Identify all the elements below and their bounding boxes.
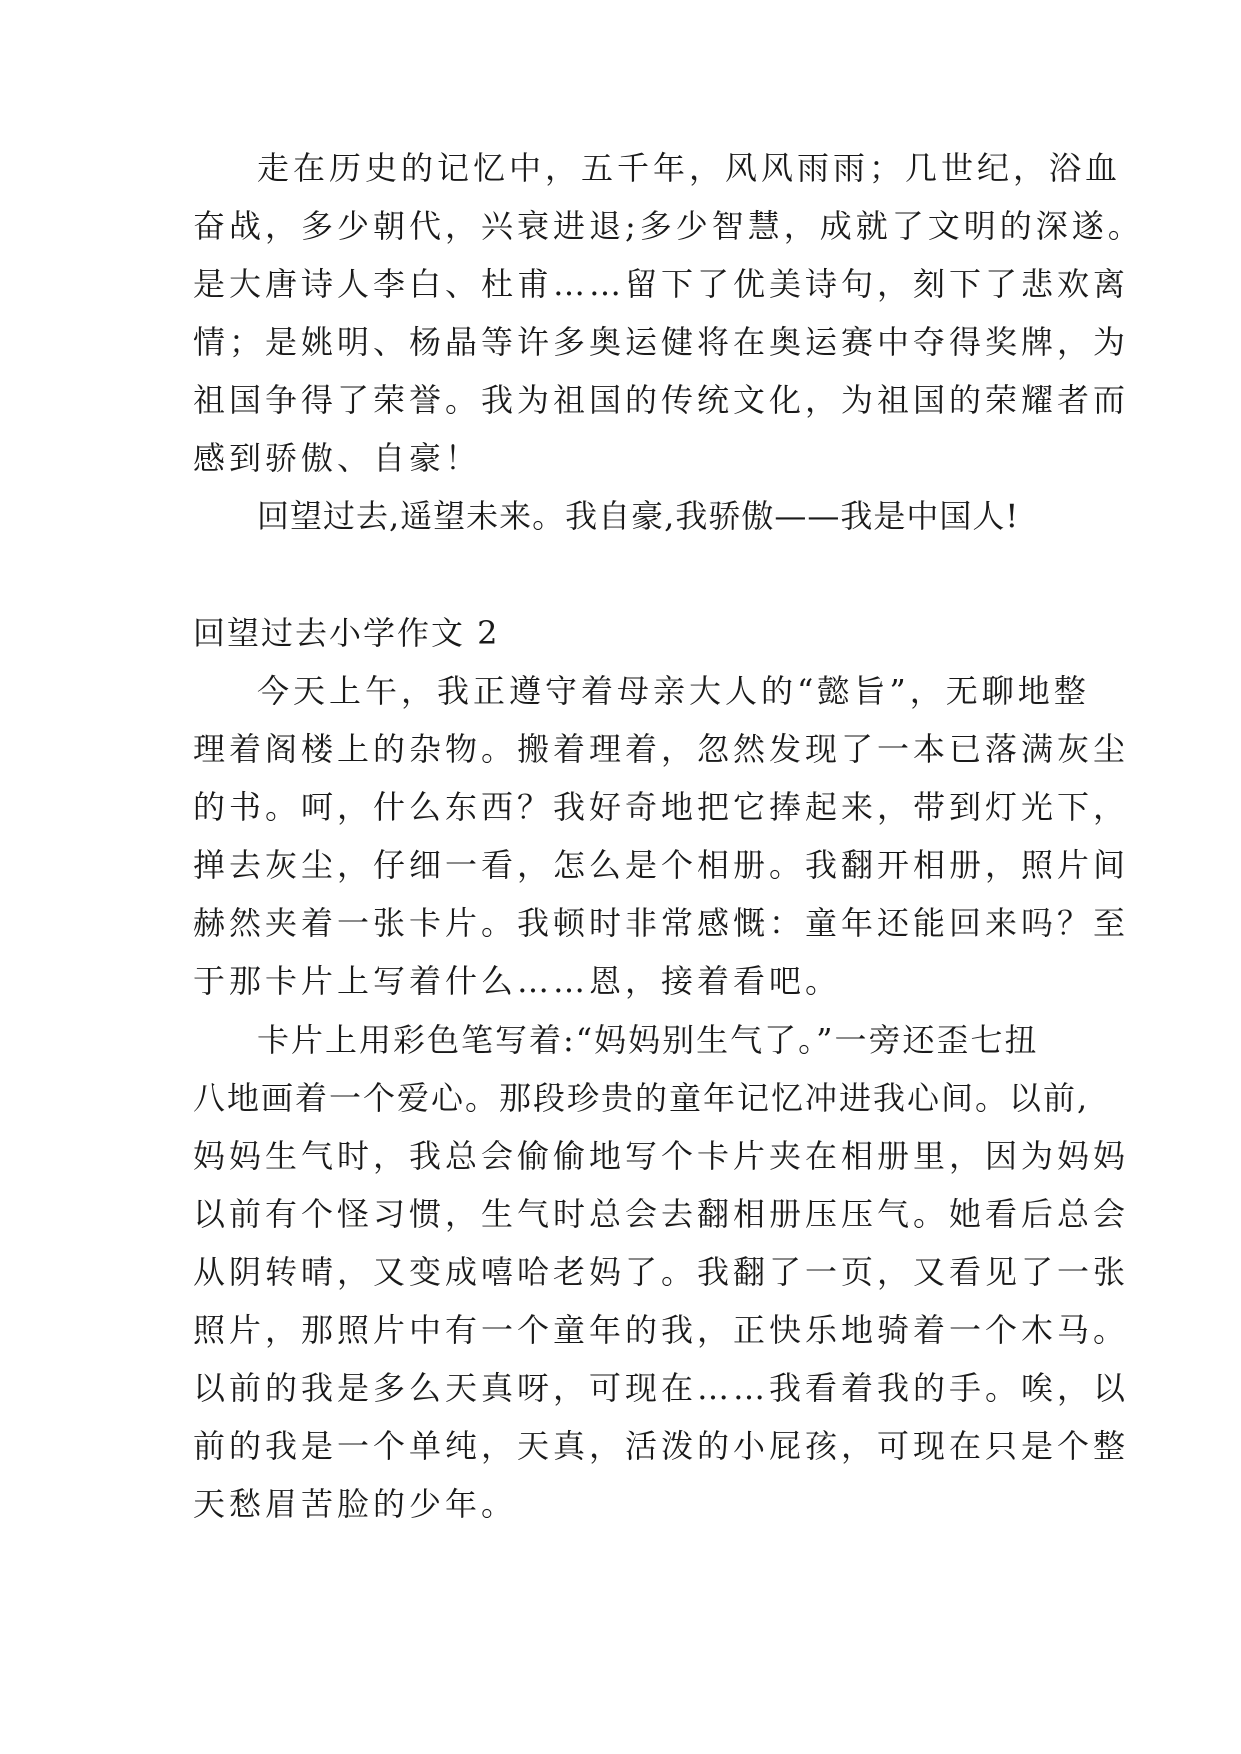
paragraph-line: 走在历史的记忆中，五千年，风风雨雨；几世纪，浴血	[257, 149, 1122, 187]
paragraph-line: 卡片上用彩色笔写着:“妈妈别生气了。”一旁还歪七扭	[257, 1021, 1039, 1059]
paragraph-line: 感到骄傲、自豪！	[193, 439, 482, 477]
paragraph-line: 赫然夹着一张卡片。我顿时非常感慨：童年还能回来吗？至	[193, 904, 1130, 942]
paragraph-line: 天愁眉苦脸的少年。	[193, 1485, 518, 1523]
paragraph-line: 以前有个怪习惯，生气时总会去翻相册压压气。她看后总会	[193, 1195, 1130, 1233]
paragraph-line: 以前的我是多么天真呀，可现在……我看着我的手。唉，以	[193, 1369, 1130, 1407]
paragraph-line: 八地画着一个爱心。那段珍贵的童年记忆冲进我心间。以前,	[193, 1079, 1090, 1117]
paragraph-line: 于那卡片上写着什么……恩，接着看吧。	[193, 962, 842, 1000]
paragraph-line: 从阴转晴，又变成嘻哈老妈了。我翻了一页，又看见了一张	[193, 1253, 1130, 1291]
paragraph-line: 理着阁楼上的杂物。搬着理着，忽然发现了一本已落满灰尘	[193, 730, 1130, 768]
paragraph-line: 掸去灰尘，仔细一看，怎么是个相册。我翻开相册，照片间	[193, 846, 1130, 884]
paragraph-line: 的书。呵，什么东西？我好奇地把它捧起来，带到灯光下，	[193, 788, 1130, 826]
paragraph-line: 妈妈生气时，我总会偷偷地写个卡片夹在相册里，因为妈妈	[193, 1137, 1130, 1175]
paragraph-line: 祖国争得了荣誉。我为祖国的传统文化，为祖国的荣耀者而	[193, 381, 1130, 419]
paragraph-line: 奋战，多少朝代，兴衰进退;多少智慧，成就了文明的深遂。	[193, 207, 1144, 245]
paragraph-line: 是大唐诗人李白、杜甫……留下了优美诗句，刻下了悲欢离	[193, 265, 1130, 303]
paragraph-line: 回望过去,遥望未来。我自豪,我骄傲——我是中国人!	[257, 497, 1020, 535]
paragraph-line: 今天上午，我正遵守着母亲大人的“懿旨”，无聊地整	[257, 672, 1090, 710]
paragraph-line: 照片，那照片中有一个童年的我，正快乐地骑着一个木马。	[193, 1311, 1130, 1349]
paragraph-line: 前的我是一个单纯，天真，活泼的小屁孩，可现在只是个整	[193, 1427, 1130, 1465]
paragraph-line: 情；是姚明、杨晶等许多奥运健将在奥运赛中夺得奖牌，为	[193, 323, 1130, 361]
section-title: 回望过去小学作文 2	[193, 614, 500, 652]
